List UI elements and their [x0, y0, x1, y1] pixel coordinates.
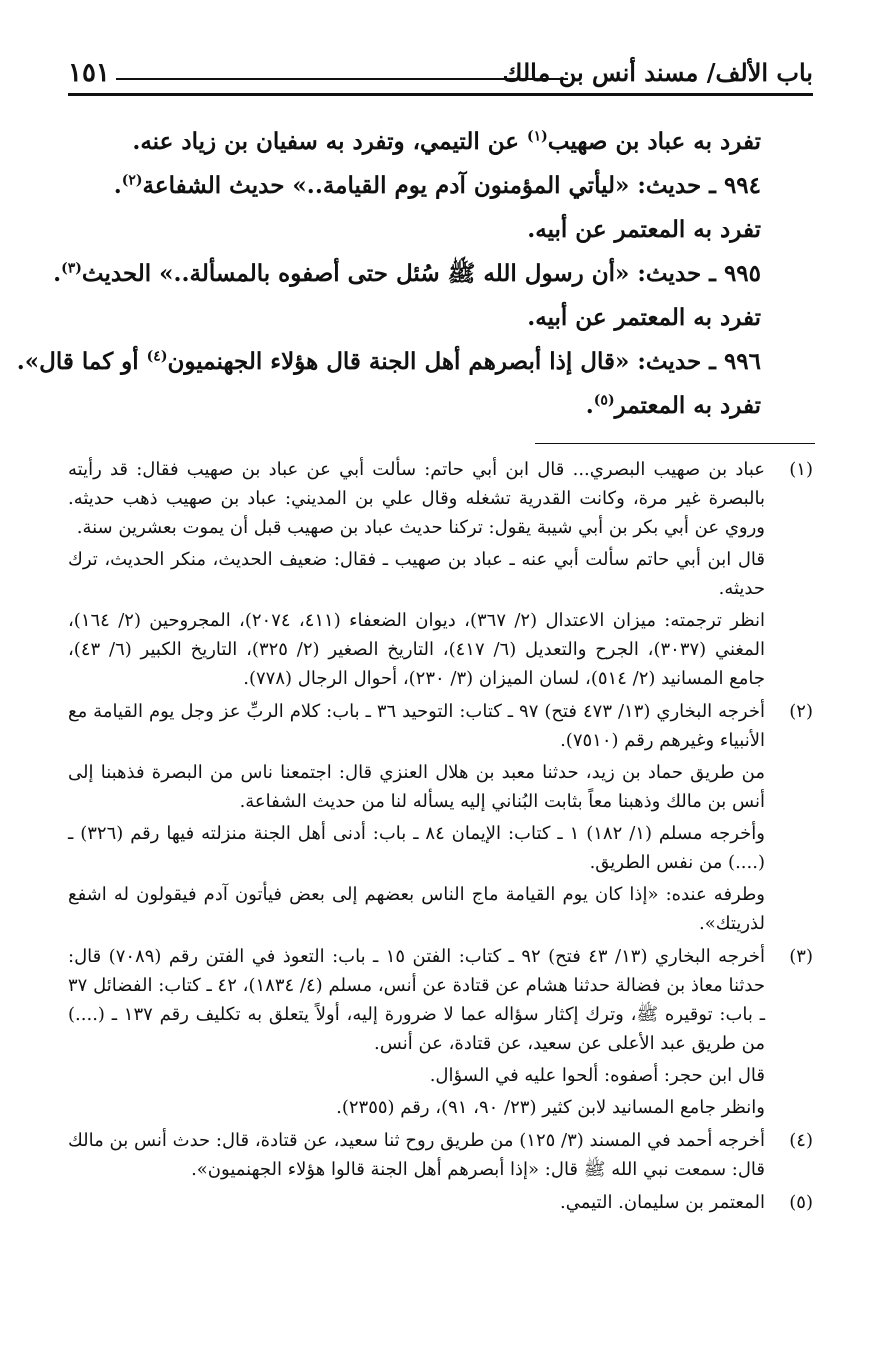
footnote-paragraph: قال ابن أبي حاتم سألت أبي عنه ـ عباد بن صهيب ـ فقال: ضعيف الحديث، منكر الحديث، ترك حديثه.	[68, 549, 765, 599]
footnote	[68, 942, 813, 1122]
footnotes	[68, 455, 813, 1221]
footnote-paragraph: أخرجه البخاري (١٣/ ٤٣ فتح) ٩٢ ـ كتاب: الفتن ١٥ ـ باب: التعوذ في الفتن رقم (٧٠٨٩) قال: حدثنا معاذ بن فضالة حدثنا هشام عن قتادة عن أنس، مسلم (٤/ ١٨٣٤)، ٤٢ ـ كتاب: الفضائل ٣٧ ـ باب: توقيره ﷺ، وترك إكثار سؤاله عما لا ضرورة إليه، أولاً يتعلق به تكليف رقم ١٣٧ ـ (....) من طريق عبد الأعلى عن سعيد، عن قتادة، عن أنس.	[68, 946, 766, 1054]
footnote-paragraph: أخرجه أحمد في المسند (٣/ ١٢٥) من طريق روح ثنا سعيد، عن قتادة، قال: حدث أنس بن مالك قال: سمعت نبي الله ﷺ قال: «إذا أبصرهم أهل الجنة قالوا هؤلاء الجهنميون».	[68, 1130, 765, 1180]
footnote	[68, 697, 813, 938]
footnote-paragraph: وأخرجه مسلم (١/ ١٨٢) ١ ـ كتاب: الإيمان ٨٤ ـ باب: أدنى أهل الجنة منزلته فيها رقم (٣٢٦) ـ (....) من نفس الطريق.	[68, 823, 765, 873]
footnote-ref: (٣)	[61, 260, 82, 277]
hadith-entry: ٩٩٥ ـ حديث: «أن رسول الله ﷺ سُئل حتى أصفوه بالمسألة..» الحديث$^{(٣)}$.	[53, 260, 761, 287]
footnote-number: (٣)	[789, 946, 813, 967]
footnote	[68, 1126, 813, 1184]
footnote-ref: (١)	[527, 128, 548, 145]
main-text	[16, 120, 761, 428]
footnote-number: (٤)	[789, 1130, 813, 1151]
hadith-number: ٩٩٦ ـ حديث:	[637, 348, 761, 375]
header-rule	[68, 93, 813, 96]
hadith-number: ٩٩٥ ـ حديث:	[637, 260, 761, 287]
page-number: ١٥١	[68, 58, 110, 88]
footnote-paragraph: أخرجه البخاري (١٣/ ٤٧٣ فتح) ٩٧ ـ كتاب: التوحيد ٣٦ ـ باب: كلام الربِّ عز وجل يوم القيامة مع الأنبياء وغيرهم رقم (٧٥١٠).	[68, 701, 765, 751]
footnote-paragraph: المعتمر بن سليمان. التيمي.	[559, 1192, 765, 1213]
footnote-number: (١)	[789, 459, 813, 480]
paragraph: تفرد به المعتمر$^{(٥)}$.	[585, 392, 761, 419]
header-leader-line	[116, 78, 568, 80]
running-title: باب الألف/ مسند أنس بن مالك	[502, 58, 813, 87]
footnote-paragraph: انظر ترجمته: ميزان الاعتدال (٢/ ٣٦٧)، ديوان الضعفاء (٤١١، ٢٠٧٤)، المجروحين (٢/ ١٦٤)، المغني (٣٠٣٧)، الجرح والتعديل (٦/ ٤١٧)، التاريخ الصغير (٢/ ٣٢٥)، التاريخ الكبير (٦/ ٤٣)، جامع المسانيد (٢/ ٥١٤)، لسان الميزان (٣/ ٢٣٠)، أحوال الرجال (٧٧٨).	[68, 610, 765, 689]
hadith-number: ٩٩٤ ـ حديث:	[637, 172, 761, 199]
footnote-ref: (٤)	[146, 348, 168, 365]
footnote-paragraph: عباد بن صهيب البصري... قال ابن أبي حاتم: سألت أبي عن عباد بن صهيب فقال: قد رأيته بالبصرة غير مرة، وكانت القدرية تشغله وقال علي بن المديني: عباد بن صهيب ذهب حديثه. وروي عن أبي بكر بن أبي شيبة يقول: تركنا حديث عباد بن صهيب قبل أن يموت بعشرين سنة.	[68, 459, 765, 538]
footnote-separator	[535, 443, 815, 444]
footnote-number: (٥)	[789, 1192, 813, 1213]
footnote-paragraph: وانظر جامع المسانيد لابن كثير (٢٣/ ٩٠، ٩١)، رقم (٢٣٥٥).	[336, 1097, 765, 1118]
page-header	[68, 58, 813, 88]
hadith-entry: ٩٩٦ ـ حديث: «قال إذا أبصرهم أهل الجنة قال هؤلاء الجهنميون$^{(٤)}$ أو كما قال».	[16, 348, 761, 375]
footnote	[68, 455, 813, 693]
footnote-paragraph: من طريق حماد بن زيد، حدثنا معبد بن هلال العنزي قال: اجتمعنا ناس من البصرة فذهبنا إلى أنس بن مالك وذهبنا معاً بثابت البُناني إليه يسأله لنا من حديث الشفاعة.	[68, 762, 765, 812]
footnote-paragraph: وطرفه عنده: «إذا كان يوم القيامة ماج الناس بعضهم إلى بعض فيأتون آدم فيقولون له اشفع لذريتك».	[68, 884, 765, 934]
footnote-ref: (٥)	[593, 392, 615, 409]
footnote-ref: (٢)	[121, 172, 143, 189]
footnote	[68, 1188, 813, 1217]
paragraph: تفرد به عباد بن صهيب$^{(١)}$ عن التيمي، وتفرد به سفيان بن زياد عنه.	[132, 128, 761, 155]
footnote-paragraph: قال ابن حجر: أصفوه: ألحوا عليه في السؤال.	[429, 1065, 765, 1086]
paragraph: تفرد به المعتمر عن أبيه.	[527, 304, 761, 331]
paragraph: تفرد به المعتمر عن أبيه.	[527, 216, 761, 243]
footnote-number: (٢)	[789, 701, 813, 722]
hadith-entry: ٩٩٤ ـ حديث: «ليأتي المؤمنون آدم يوم القيامة..» حديث الشفاعة$^{(٢)}$.	[113, 172, 761, 199]
